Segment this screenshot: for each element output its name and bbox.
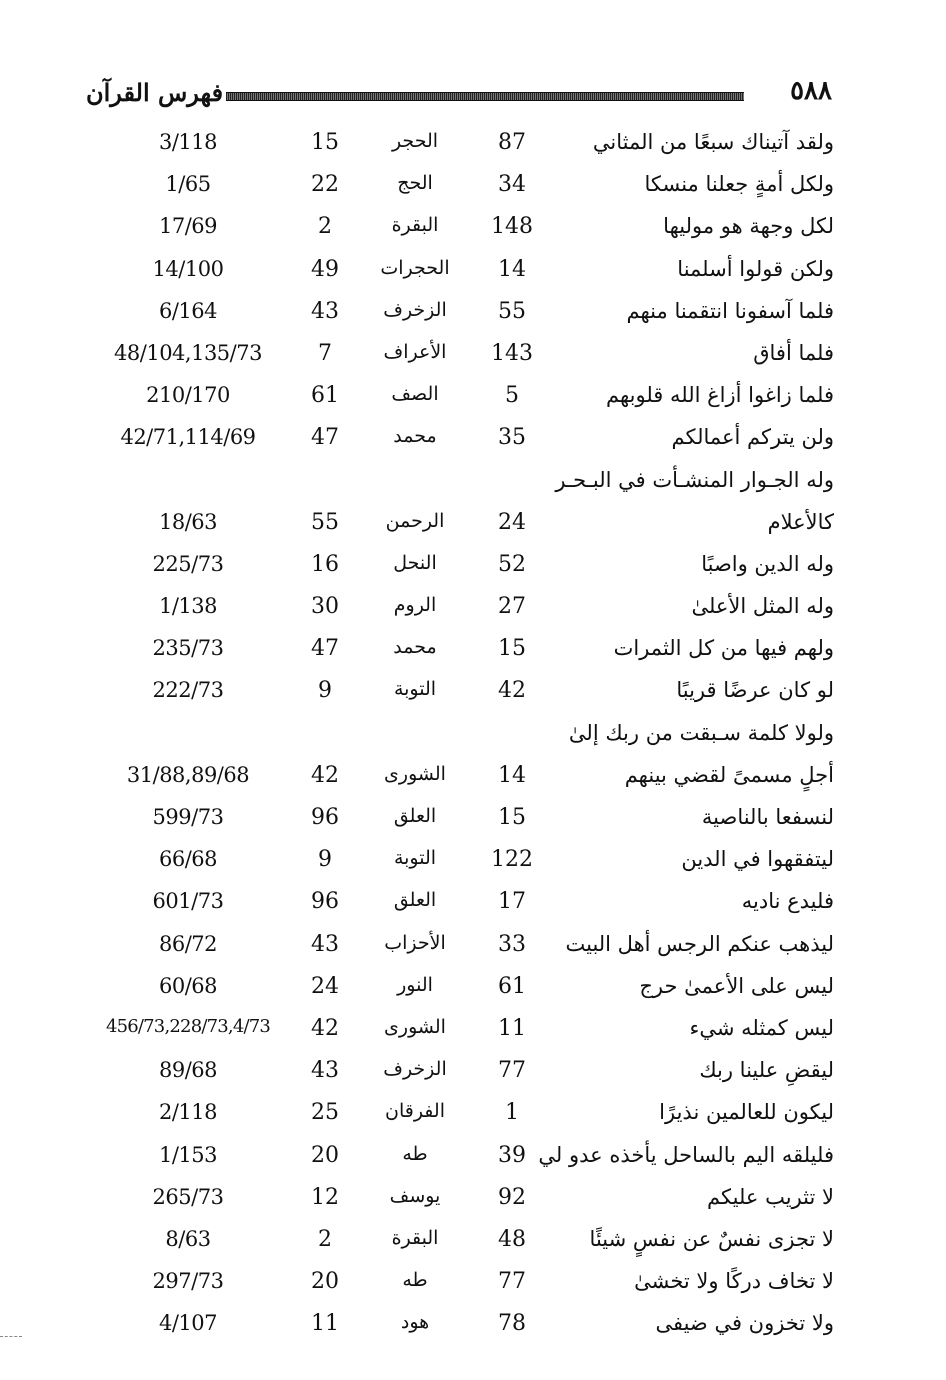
page-references: 18/63 [158,509,218,534]
juz-number: 25 [311,1100,339,1126]
juz-number: 47 [311,425,339,451]
page-references: 48/104,135/73 [114,340,262,365]
verse-number: 33 [498,931,526,957]
verse-number: 87 [498,130,526,155]
index-row [0,166,946,208]
surah-name: البقرة [391,1226,439,1249]
index-row [0,377,946,419]
index-row [0,419,946,461]
quran-index-table [0,124,946,1347]
index-row [0,841,946,883]
juz-number: 20 [311,1142,339,1168]
page-references: 42/71,114/69 [120,425,256,450]
verse-number: 148 [491,214,533,240]
juz-number: 30 [311,594,339,620]
page-references: 86/72 [158,931,218,956]
juz-number: 49 [311,256,339,282]
surah-name: الحجر [391,130,439,152]
surah-name: الأعراف [383,340,447,363]
verse-number: 14 [498,256,526,282]
page-references: 265/73 [152,1184,224,1209]
index-row [0,757,946,799]
verse-phrase: ولكن قولوا أسلمنا [677,256,834,281]
surah-name: التوبة [393,847,437,870]
verse-phrase: ولا تخزون في ضيفى [655,1311,834,1336]
page-references: 235/73 [152,636,224,661]
verse-number: 122 [491,847,533,873]
index-row [0,462,946,504]
verse-phrase: فليلقه اليم بالساحل يأخذه عدو لي [538,1142,834,1167]
page-references: 1/65 [165,172,211,197]
surah-name: الروم [393,594,437,617]
index-row [0,251,946,293]
page-references: 210/170 [146,383,230,408]
juz-number: 43 [311,1058,339,1084]
surah-name: الحج [397,172,433,195]
surah-name: الزخرف [383,1058,447,1081]
verse-phrase: ليس كمثله شيء [689,1015,834,1040]
verse-phrase: وله الدين واصبًا [701,551,834,576]
verse-number: 35 [498,425,526,451]
verse-number: 77 [498,1269,526,1295]
juz-number: 43 [311,298,339,324]
page-references: 17/69 [158,214,218,239]
surah-name: العلق [393,889,437,912]
index-row [0,1179,946,1221]
page-references: 14/100 [152,256,224,281]
juz-number: 2 [318,1226,332,1252]
juz-number: 43 [311,931,339,957]
verse-phrase: ولن يتركم أعمالكم [671,425,834,450]
surah-name: هود [400,1311,430,1334]
verse-phrase: ليقضِ علينا ربك [699,1058,834,1083]
index-row [0,1052,946,1094]
juz-number: 7 [318,340,332,366]
index-row [0,968,946,1010]
juz-number: 22 [311,172,339,198]
verse-number: 143 [491,340,533,366]
juz-number: 42 [311,1015,339,1041]
juz-number: 61 [311,383,339,409]
page-references: 297/73 [152,1269,224,1294]
page-references: 4/107 [158,1311,218,1336]
juz-number: 96 [311,889,339,915]
surah-name: طه [402,1269,428,1292]
verse-phrase: ليذهب عنكم الرجس أهل البيت [565,931,834,956]
index-row [0,630,946,672]
header-rule [226,92,744,101]
verse-number: 27 [498,594,526,620]
juz-number: 11 [311,1311,339,1337]
juz-number: 2 [318,214,332,240]
page-references: 6/164 [158,298,218,323]
verse-number: 39 [498,1142,526,1168]
surah-name: الشورى [384,762,446,785]
verse-number: 92 [498,1184,526,1210]
verse-number: 52 [498,551,526,577]
juz-number: 96 [311,805,339,830]
surah-name: الأحزاب [384,931,446,954]
surah-name: الشورى [384,1015,446,1038]
verse-phrase: لو كان عرضًا قريبًا [676,678,834,703]
verse-number: 15 [498,636,526,662]
surah-name: محمد [393,425,437,448]
verse-number: 34 [498,172,526,198]
index-row [0,1221,946,1263]
verse-phrase: فلما زاغوا أزاغ الله قلوبهم [606,383,834,408]
verse-phrase: فلما أفاق [753,340,834,365]
index-row [0,504,946,546]
running-title: فهرس القرآن [86,78,224,107]
surah-name: النور [397,973,433,996]
verse-number: 14 [498,762,526,788]
page-references: 60/68 [158,973,218,998]
verse-number: 11 [498,1015,526,1041]
juz-number: 9 [318,678,332,704]
surah-name: البقرة [391,214,439,237]
surah-name: الفرقان [385,1100,445,1123]
page-number: ٥٨٨ [790,76,832,106]
index-row [0,335,946,377]
surah-name: يوسف [389,1184,441,1207]
index-row [0,1010,946,1052]
scan-edge-mark [0,1336,22,1338]
verse-phrase: لنسفعا بالناصية [701,805,834,829]
verse-phrase: ولقد آتيناك سبعًا من المثاني [592,130,834,154]
verse-number: 5 [505,383,519,409]
surah-name: محمد [393,636,437,659]
verse-phrase: أجلٍ مسمىً لقضي بينهم [624,762,834,787]
index-row [0,1263,946,1305]
page-references: 222/73 [152,678,224,703]
surah-name: الرحمن [385,509,445,532]
index-row [0,1305,946,1347]
verse-phrase: ليتفقهوا في الدين [681,847,834,872]
verse-phrase: وله الجـوار المنشـأت في البـحـر [555,467,834,492]
juz-number: 20 [311,1269,339,1295]
surah-name: طه [402,1142,428,1165]
index-row [0,293,946,335]
index-row [0,1094,946,1136]
page-references: 89/68 [158,1058,218,1083]
page-references: 1/153 [158,1142,218,1167]
verse-phrase: لا تخاف دركًا ولا تخشىٰ [634,1269,834,1294]
juz-number: 24 [311,973,339,999]
verse-phrase: فلما آسفونا انتقمنا منهم [626,298,834,323]
verse-phrase: كالأعلام [767,509,834,534]
index-row [0,883,946,925]
verse-phrase: ليس على الأعمىٰ حرج [639,973,834,998]
page-references: 2/118 [158,1100,218,1125]
verse-number: 42 [498,678,526,704]
verse-number: 48 [498,1226,526,1252]
verse-number: 15 [498,805,526,830]
index-row [0,926,946,968]
juz-number: 55 [311,509,339,535]
page-references: 225/73 [152,551,224,576]
juz-number: 42 [311,762,339,788]
verse-number: 77 [498,1058,526,1084]
verse-phrase: لكل وجهة هو موليها [663,214,834,239]
verse-phrase: ليكون للعالمين نذيرًا [659,1100,834,1125]
surah-name: الصف [391,383,439,406]
juz-number: 15 [311,130,339,155]
juz-number: 12 [311,1184,339,1210]
index-row [0,799,946,841]
verse-number: 24 [498,509,526,535]
index-row [0,588,946,630]
juz-number: 16 [311,551,339,577]
page-references: 599/73 [152,805,224,829]
page-references: 66/68 [158,847,218,872]
index-row [0,546,946,588]
juz-number: 47 [311,636,339,662]
verse-phrase: وله المثل الأعلىٰ [691,594,834,619]
verse-phrase: ولولا كلمة سـبقت من ربك إلىٰ [568,720,834,745]
verse-phrase: لا تثريب عليكم [707,1184,834,1209]
surah-name: الزخرف [383,298,447,321]
verse-phrase: لا تجزى نفسٌ عن نفسٍ شيئًا [589,1226,834,1251]
page-references: 3/118 [158,130,218,154]
verse-phrase: فليدع ناديه [741,889,834,914]
page-header [86,76,832,116]
index-row [0,672,946,714]
page-references: 1/138 [158,594,218,619]
verse-number: 61 [498,973,526,999]
verse-number: 55 [498,298,526,324]
juz-number: 9 [318,847,332,873]
index-row [0,715,946,757]
surah-name: الحجرات [380,256,450,279]
page-references: 601/73 [152,889,224,914]
surah-name: النحل [393,551,437,574]
verse-phrase: ولهم فيها من كل الثمرات [613,636,834,661]
verse-number: 17 [498,889,526,915]
surah-name: العلق [393,805,437,827]
index-row [0,124,946,166]
index-row [0,208,946,250]
page-references: 8/63 [165,1226,211,1251]
page-references: 456/73,228/73,4/73 [105,1015,271,1037]
surah-name: التوبة [393,678,437,701]
verse-number: 78 [498,1311,526,1337]
verse-number: 1 [505,1100,519,1126]
index-row [0,1137,946,1179]
verse-phrase: ولكل أمةٍ جعلنا منسكا [644,172,834,197]
page-references: 31/88,89/68 [126,762,250,787]
